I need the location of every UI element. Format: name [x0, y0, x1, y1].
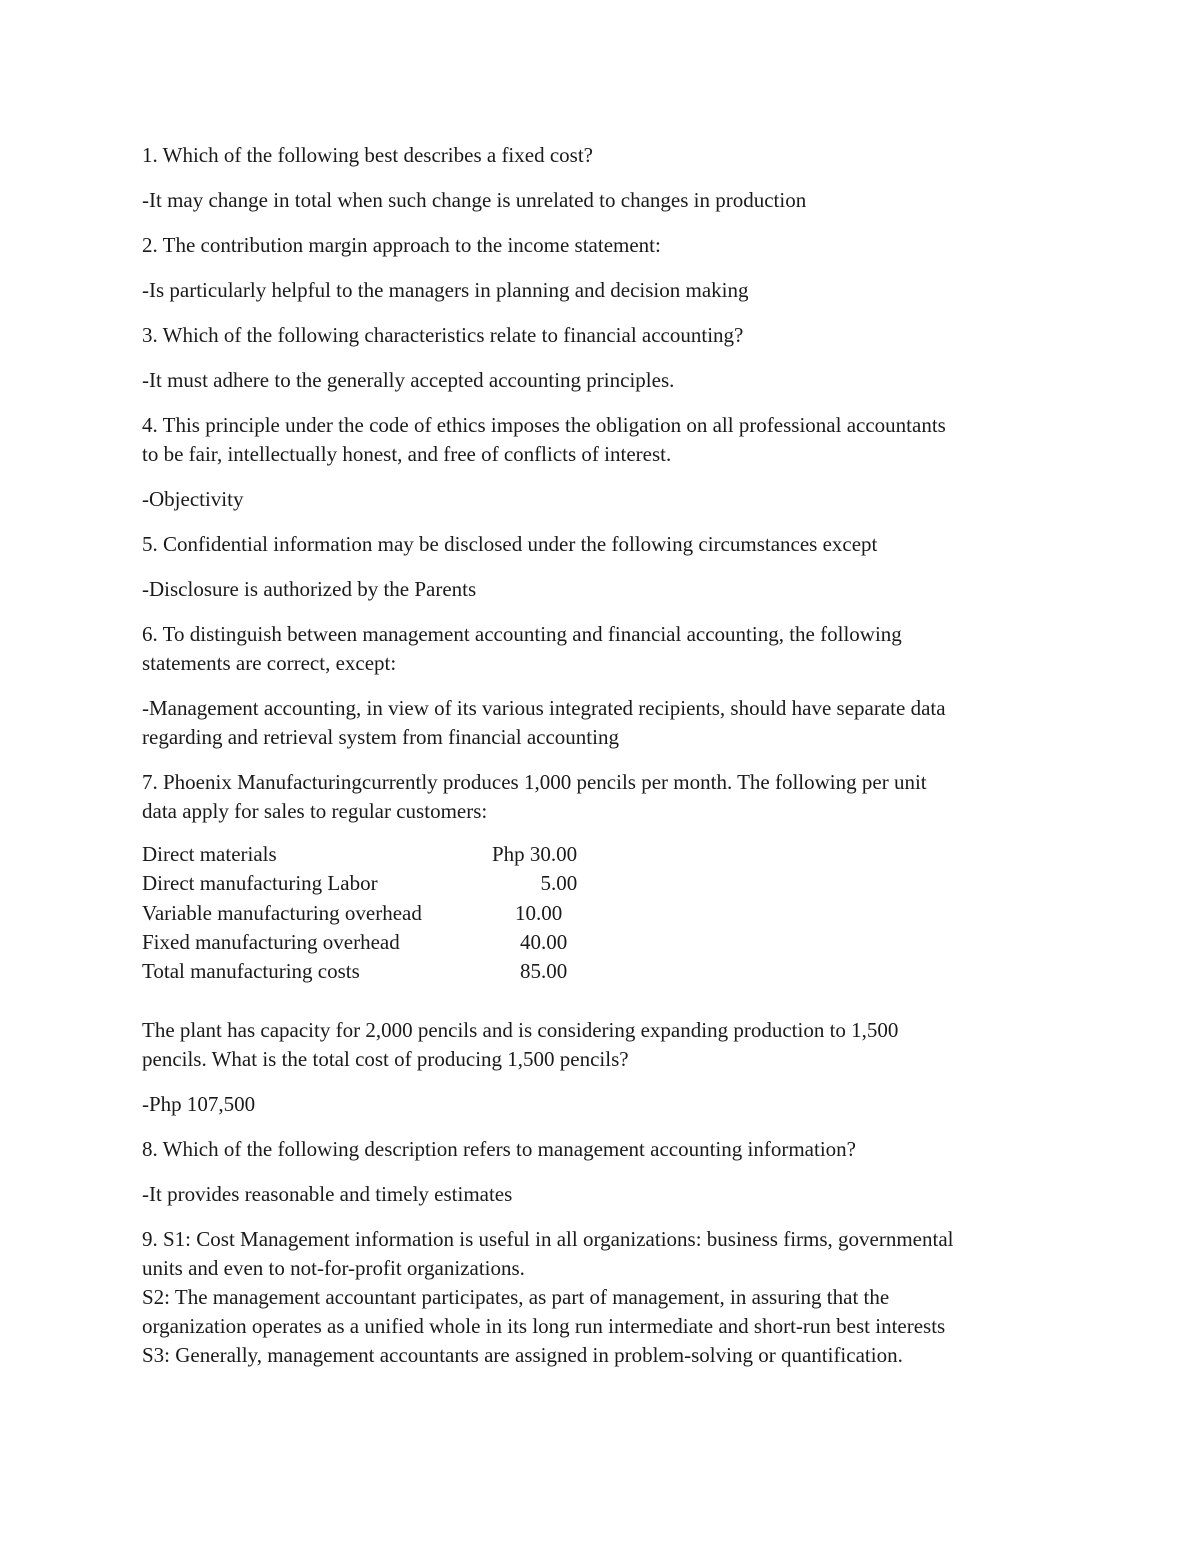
answer-6: [142, 694, 1062, 752]
question-7-followup-line: The plant has capacity for 2,000 pencils and is considering expanding production to 1,500: [142, 1018, 899, 1043]
cost-item: Direct materials: [142, 842, 277, 866]
question-7-line: data apply for sales to regular customers:: [142, 799, 488, 823]
answer-1: -It may change in total when such change is unrelated to changes in production: [142, 188, 807, 212]
question-9-line: organization operates as a unified whole in its long run intermediate and short-run best interests: [142, 1314, 946, 1339]
question-9-line: units and even to not-for-profit organizations.: [142, 1256, 525, 1281]
cost-value: 85.00: [519, 959, 568, 984]
question-5: 5. Confidential information may be disclosed under the following circumstances except: [142, 532, 878, 556]
cost-item: Total manufacturing costs: [142, 959, 360, 984]
question-9-line: S2: The management accountant participates, as part of management, in assuring that the: [142, 1285, 890, 1310]
cost-table: [142, 840, 577, 986]
cost-row: [142, 899, 577, 928]
question-7: [142, 768, 1062, 826]
question-9-line: S3: Generally, management accountants are assigned in problem-solving or quantification.: [142, 1343, 903, 1368]
cost-row: [142, 957, 577, 986]
question-8: 8. Which of the following description refers to management accounting information?: [142, 1137, 856, 1162]
answer-7: -Php 107,500: [142, 1092, 256, 1117]
question-4-line: 4. This principle under the code of ethics imposes the obligation on all professional accountants: [142, 413, 946, 437]
cost-item: Direct manufacturing Labor: [142, 871, 378, 896]
question-6: [142, 620, 1062, 678]
answer-4: -Objectivity: [142, 487, 244, 511]
cost-row: [142, 840, 577, 869]
question-6-line: statements are correct, except:: [142, 651, 397, 675]
answer-6-line: regarding and retrieval system from financial accounting: [142, 725, 619, 749]
cost-value: 10.00: [514, 900, 563, 925]
question-6-line: 6. To distinguish between management accounting and financial accounting, the following: [142, 622, 902, 646]
question-4: [142, 411, 1062, 469]
answer-5: -Disclosure is authorized by the Parents: [142, 577, 477, 601]
answer-3: -It must adhere to the generally accepted accounting principles.: [142, 368, 675, 392]
cost-item: Variable manufacturing overhead: [142, 900, 422, 925]
cost-item: Fixed manufacturing overhead: [142, 929, 400, 954]
cost-value: 5.00: [540, 871, 578, 896]
question-7-followup-line: pencils. What is the total cost of producing 1,500 pencils?: [142, 1047, 629, 1072]
cost-row: [142, 928, 577, 957]
question-4-line: to be fair, intellectually honest, and free of conflicts of interest.: [142, 442, 672, 466]
question-3: 3. Which of the following characteristics relate to financial accounting?: [142, 323, 744, 347]
answer-6-line: -Management accounting, in view of its various integrated recipients, should have separate data: [142, 696, 946, 720]
question-2: 2. The contribution margin approach to the income statement:: [142, 233, 661, 257]
question-1: 1. Which of the following best describes a fixed cost?: [142, 143, 593, 167]
cost-value: Php 30.00: [492, 842, 578, 866]
question-7-followup: [142, 1016, 1062, 1074]
document-page: [142, 141, 1062, 1386]
cost-value: 40.00: [519, 929, 568, 954]
question-9: [142, 1225, 1062, 1370]
answer-8: -It provides reasonable and timely estimates: [142, 1182, 513, 1207]
answer-2: -Is particularly helpful to the managers in planning and decision making: [142, 278, 749, 302]
cost-row: [142, 869, 577, 898]
question-9-line: 9. S1: Cost Management information is useful in all organizations: business firms, governmental: [142, 1227, 954, 1252]
question-7-line: 7. Phoenix Manufacturingcurrently produces 1,000 pencils per month. The following per unit: [142, 770, 927, 794]
